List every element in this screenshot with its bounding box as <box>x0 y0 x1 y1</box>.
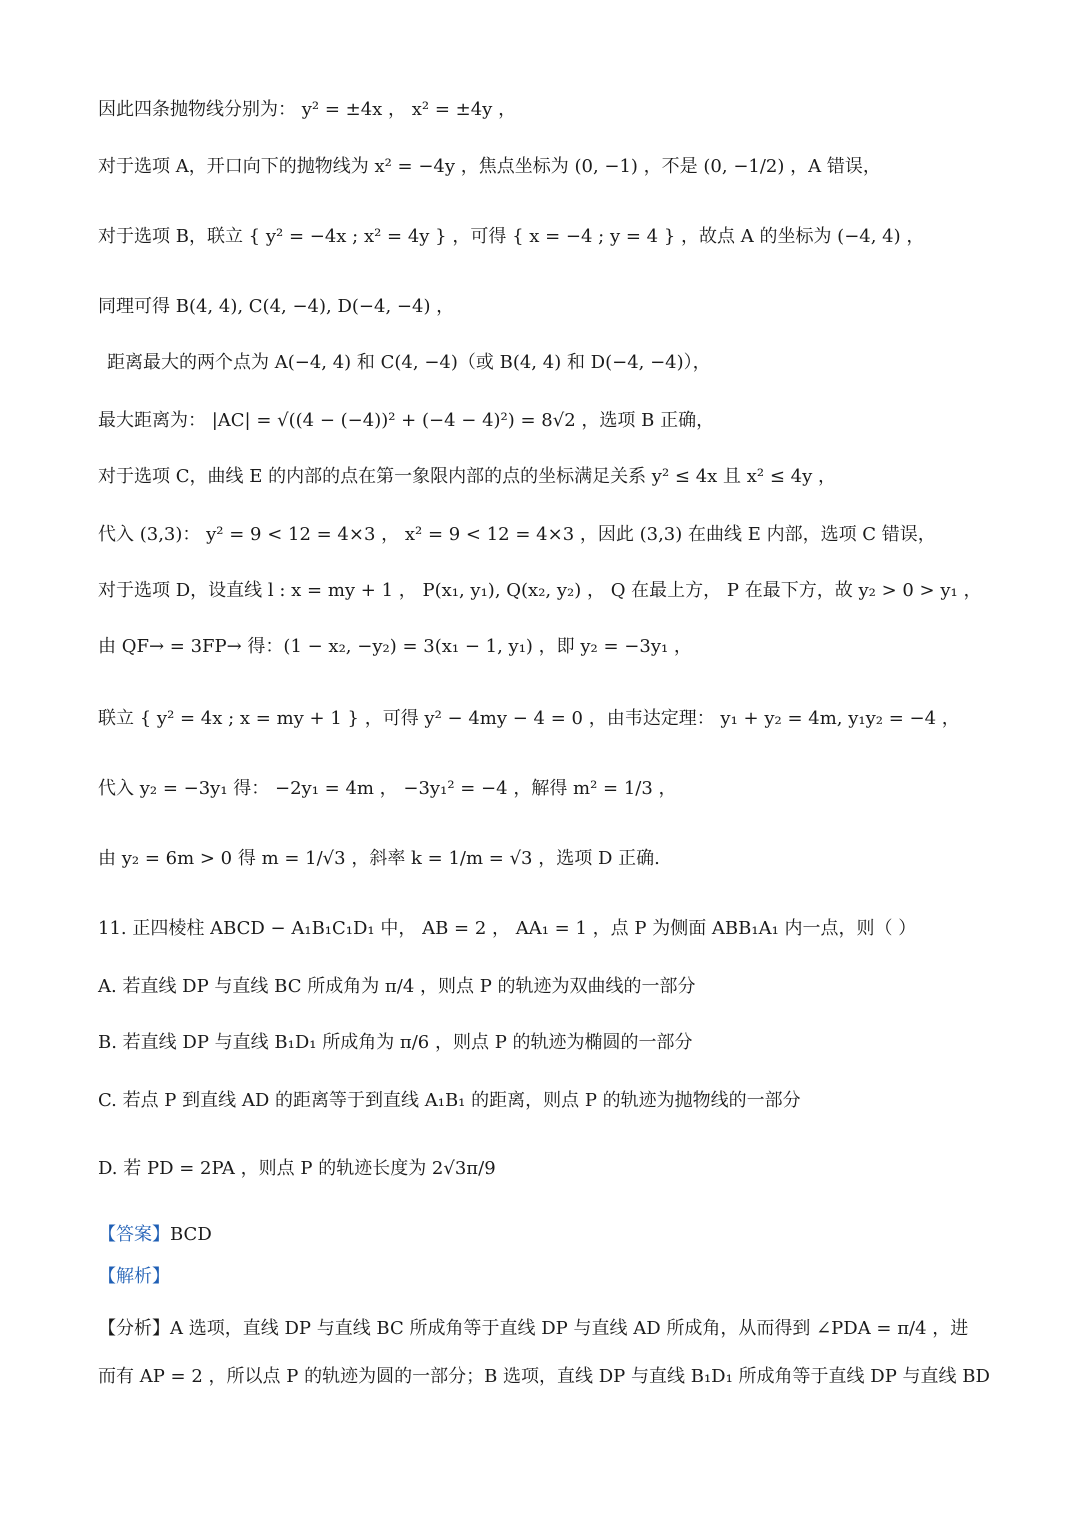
text-line-2: 对于选项 A，开口向下的抛物线为 x² = −4y ，焦点坐标为 (0, −1) ，不是 (0, −1/2) ，A 错误， <box>98 156 881 177</box>
analysis-heading <box>98 1268 1020 1286</box>
fenxi-text-1: A 选项，直线 DP 与直线 BC 所成角等于直线 DP 与直线 AD 所成角，从而得到 ∠PDA = π/4 ，进 <box>170 1318 969 1339</box>
text-line-3: 对于选项 B，联立 { y² = −4x ; x² = 4y } ，可得 { x = −4 ; y = 4 } ，故点 A 的坐标为 (−4, 4) ， <box>98 226 925 247</box>
text-line-4: 同理可得 B(4, 4), C(4, −4), D(−4, −4) ， <box>98 296 455 317</box>
fenxi-line-2 <box>98 1368 1020 1386</box>
text-line-9: 对于选项 D，设直线 l : x = my + 1 ， P(x₁, y₁), Q(x₂, y₂) ， Q 在最上方， P 在最下方，故 y₂ > 0 > y₁ ， <box>98 580 982 601</box>
text-line-12: 代入 y₂ = −3y₁ 得： −2y₁ = 4m ， −3y₁² = −4 ，解得 m² = 1/3 ， <box>98 778 677 799</box>
text-line-1: 因此四条抛物线分别为： y² = ±4x ， x² = ±4y ， <box>98 99 517 120</box>
text-line-8: 代入 (3,3)： y² = 9 < 12 = 4×3 ， x² = 9 < 12 = 4×3 ，因此 (3,3) 在曲线 E 内部，选项 C 错误， <box>98 524 936 545</box>
text-line-15: A. 若直线 DP 与直线 BC 所成角为 π/4 ，则点 P 的轨迹为双曲线的一部分 <box>98 976 696 997</box>
answer-line <box>98 1226 1020 1244</box>
text-line-17: C. 若点 P 到直线 AD 的距离等于到直线 A₁B₁ 的距离，则点 P 的轨迹为抛物线的一部分 <box>98 1090 801 1111</box>
text-line-16: B. 若直线 DP 与直线 B₁D₁ 所成角为 π/6 ，则点 P 的轨迹为椭圆的一部分 <box>98 1032 693 1053</box>
fenxi-text-2: 而有 AP = 2 ，所以点 P 的轨迹为圆的一部分；B 选项，直线 DP 与直线 B₁D₁ 所成角等于直线 DP 与直线 BD <box>98 1366 990 1387</box>
text-line-13: 由 y₂ = 6m > 0 得 m = 1/√3 ，斜率 k = 1/m = √3 ，选项 D 正确. <box>98 848 660 869</box>
fenxi-tag: 【分析】 <box>98 1318 170 1339</box>
text-line-7: 对于选项 C，曲线 E 的内部的点在第一象限内部的点的坐标满足关系 y² ≤ 4x 且 x² ≤ 4y ， <box>98 466 836 487</box>
text-line-11: 联立 { y² = 4x ; x = my + 1 } ，可得 y² − 4my − 4 = 0 ，由韦达定理： y₁ + y₂ = 4m, y₁y₂ = −4 ， <box>98 708 960 729</box>
text-line-5: 距离最大的两个点为 A(−4, 4) 和 C(4, −4)（或 B(4, 4) 和 D(−4, −4)）， <box>107 352 711 373</box>
answer-value: BCD <box>170 1224 212 1245</box>
text-line-6: 最大距离为： |AC| = √((4 − (−4))² + (−4 − 4)²) = 8√2 ，选项 B 正确， <box>98 410 715 431</box>
fenxi-line-1 <box>98 1320 1020 1338</box>
analysis-tag: 【解析】 <box>98 1266 170 1287</box>
text-line-18: D. 若 PD = 2PA ，则点 P 的轨迹长度为 2√3π/9 <box>98 1158 496 1179</box>
text-line-10: 由 QF→ = 3FP→ 得：(1 − x₂, −y₂) = 3(x₁ − 1, y₁) ，即 y₂ = −3y₁ ， <box>98 636 692 657</box>
answer-tag: 【答案】 <box>98 1224 170 1245</box>
text-line-14: 11. 正四棱柱 ABCD − A₁B₁C₁D₁ 中， AB = 2 ， AA₁ = 1 ，点 P 为侧面 ABB₁A₁ 内一点，则（ ） <box>98 918 917 939</box>
